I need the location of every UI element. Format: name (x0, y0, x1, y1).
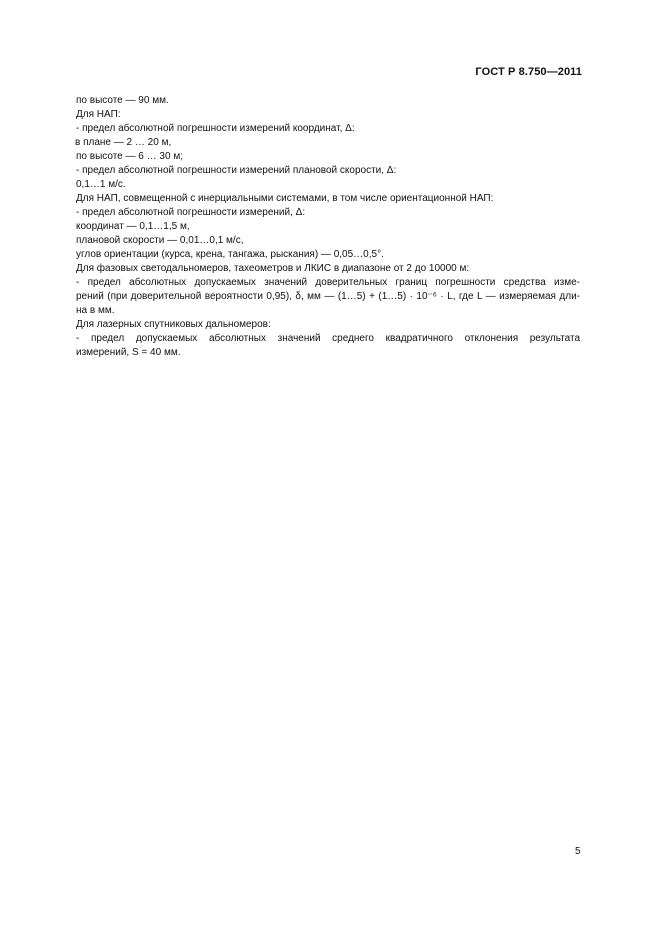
text-line: - предел абсолютной погрешности измерений координат, Δ: (76, 123, 355, 134)
document-body (76, 94, 580, 360)
text-line: по высоте — 90 мм. (76, 95, 169, 106)
text-line: по высоте — 6 … 30 м; (76, 151, 183, 162)
text-line: - предел абсолютных допускаемых значений доверительных границ погрешности средства изме- (76, 277, 580, 288)
text-line: - предел допускаемых абсолютных значений среднего квадратичного отклонения результата (76, 333, 580, 344)
text-line: - предел абсолютной погрешности измерений плановой скорости, Δ: (76, 165, 397, 176)
standard-designation: ГОСТ Р 8.750—2011 (475, 66, 582, 78)
text-line: 0,1…1 м/с. (76, 179, 126, 190)
text-line: Для НАП, совмещенной с инерциальными системами, в том числе ориентационной НАП: (76, 193, 494, 204)
text-line: в плане — 2 … 20 м, (75, 137, 172, 148)
text-line: Для лазерных спутниковых дальномеров: (76, 319, 271, 330)
text-line: координат — 0,1…1,5 м, (76, 221, 190, 232)
text-line: Для НАП: (76, 109, 121, 120)
text-line: - предел абсолютной погрешности измерений, Δ: (76, 207, 306, 218)
text-line: измерений, S = 40 мм. (76, 347, 181, 358)
text-line: Для фазовых светодальномеров, тахеометров и ЛКИС в диапазоне от 2 до 10000 м: (76, 263, 470, 274)
text-line: на в мм. (76, 305, 115, 316)
page-number: 5 (575, 846, 581, 857)
text-line: углов ориентации (курса, крена, тангажа, рыскания) — 0,05…0,5°. (76, 249, 384, 260)
text-line: рений (при доверительной вероятности 0,95), δ, мм — (1…5) + (1…5) · 10⁻⁶ · L, где L — измеряемая дли- (76, 291, 580, 302)
text-line: плановой скорости — 0,01…0,1 м/с, (76, 235, 244, 246)
